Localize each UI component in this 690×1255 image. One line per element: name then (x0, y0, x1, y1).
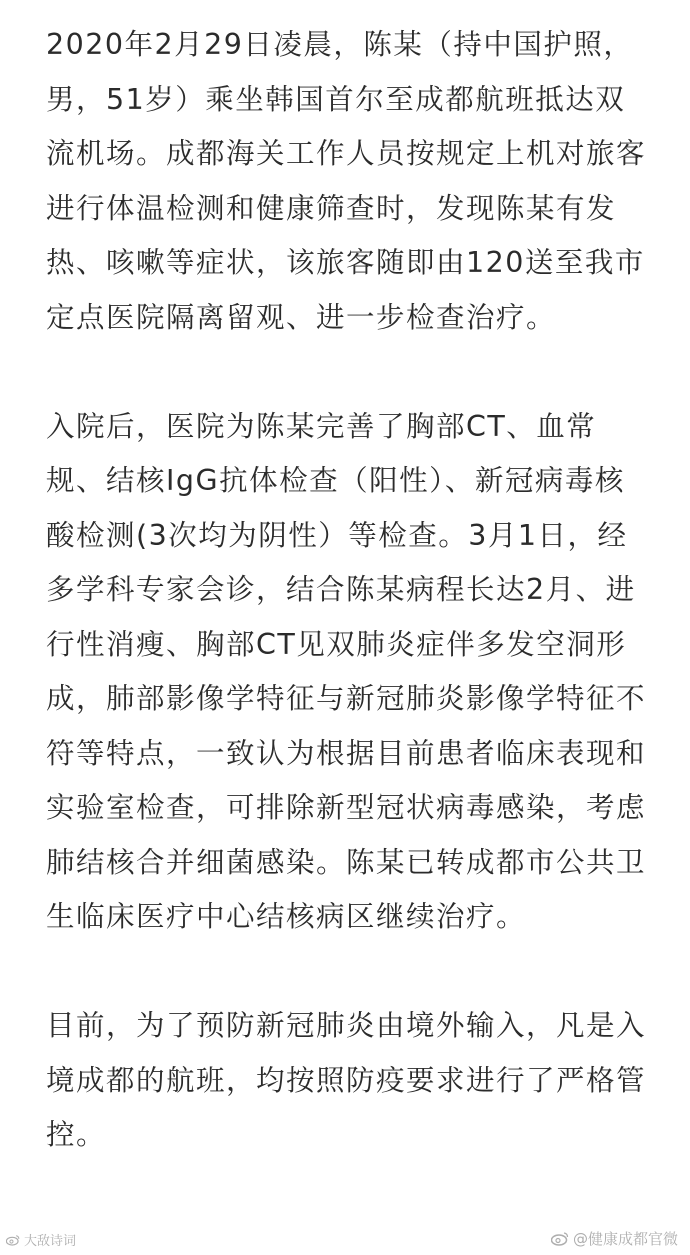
text-line: 生临床医疗中心结核病区继续治疗。 (46, 900, 527, 933)
text-line: 符等特点，一致认为根据目前患者临床表现和 (46, 736, 647, 770)
paragraph-3 (46, 999, 656, 1163)
watermark-left-text: 大敌诗词 (24, 1234, 77, 1249)
text-line: 热、咳嗽等症状，该旅客随即由120送至我市 (46, 246, 645, 279)
text-line: 肺结核合并细菌感染。陈某已转成都市公共卫 (46, 845, 647, 879)
text-line: 2020年2月29日凌晨，陈某（持中国护照， (46, 28, 634, 61)
text-line: 入院后，医院为陈某完善了胸部CT、血常 (46, 409, 597, 443)
text-line: 目前，为了预防新冠肺炎由境外输入，凡是入 (46, 1009, 647, 1042)
text-line: 控。 (46, 1118, 107, 1151)
text-line: 成，肺部影像学特征与新冠肺炎影像学特征不 (46, 682, 647, 715)
paragraph-1 (46, 18, 656, 345)
paragraph-spacer (46, 345, 656, 400)
article-body (46, 18, 656, 1163)
text-line: 行性消瘦、胸部CT见双肺炎症伴多发空洞形 (46, 627, 627, 661)
text-line: 酸检测(3次均为阴性）等检查。3月1日，经 (46, 518, 628, 552)
weibo-icon (6, 1234, 20, 1246)
weibo-icon (551, 1231, 569, 1246)
paragraph-2 (46, 400, 656, 945)
watermark-right-text: @健康成都官微 (572, 1230, 678, 1248)
text-line: 定点医院隔离留观、进一步检查治疗。 (46, 300, 557, 334)
text-line: 实验室检查，可排除新型冠状病毒感染，考虑 (46, 791, 647, 824)
text-line: 流机场。成都海关工作人员按规定上机对旅客 (46, 137, 647, 170)
text-line: 多学科专家会诊，结合陈某病程长达2月、进 (46, 573, 636, 606)
paragraph-spacer (46, 945, 656, 1000)
text-line: 男，51岁）乘坐韩国首尔至成都航班抵达双 (46, 82, 626, 116)
watermark-right (551, 1228, 678, 1249)
watermark-left (6, 1230, 76, 1249)
text-line: 进行体温检测和健康筛查时，发现陈某有发 (46, 191, 617, 225)
text-line: 规、结核IgG抗体检查（阳性）、新冠病毒核 (46, 464, 625, 497)
text-line: 境成都的航班，均按照防疫要求进行了严格管 (46, 1063, 647, 1097)
